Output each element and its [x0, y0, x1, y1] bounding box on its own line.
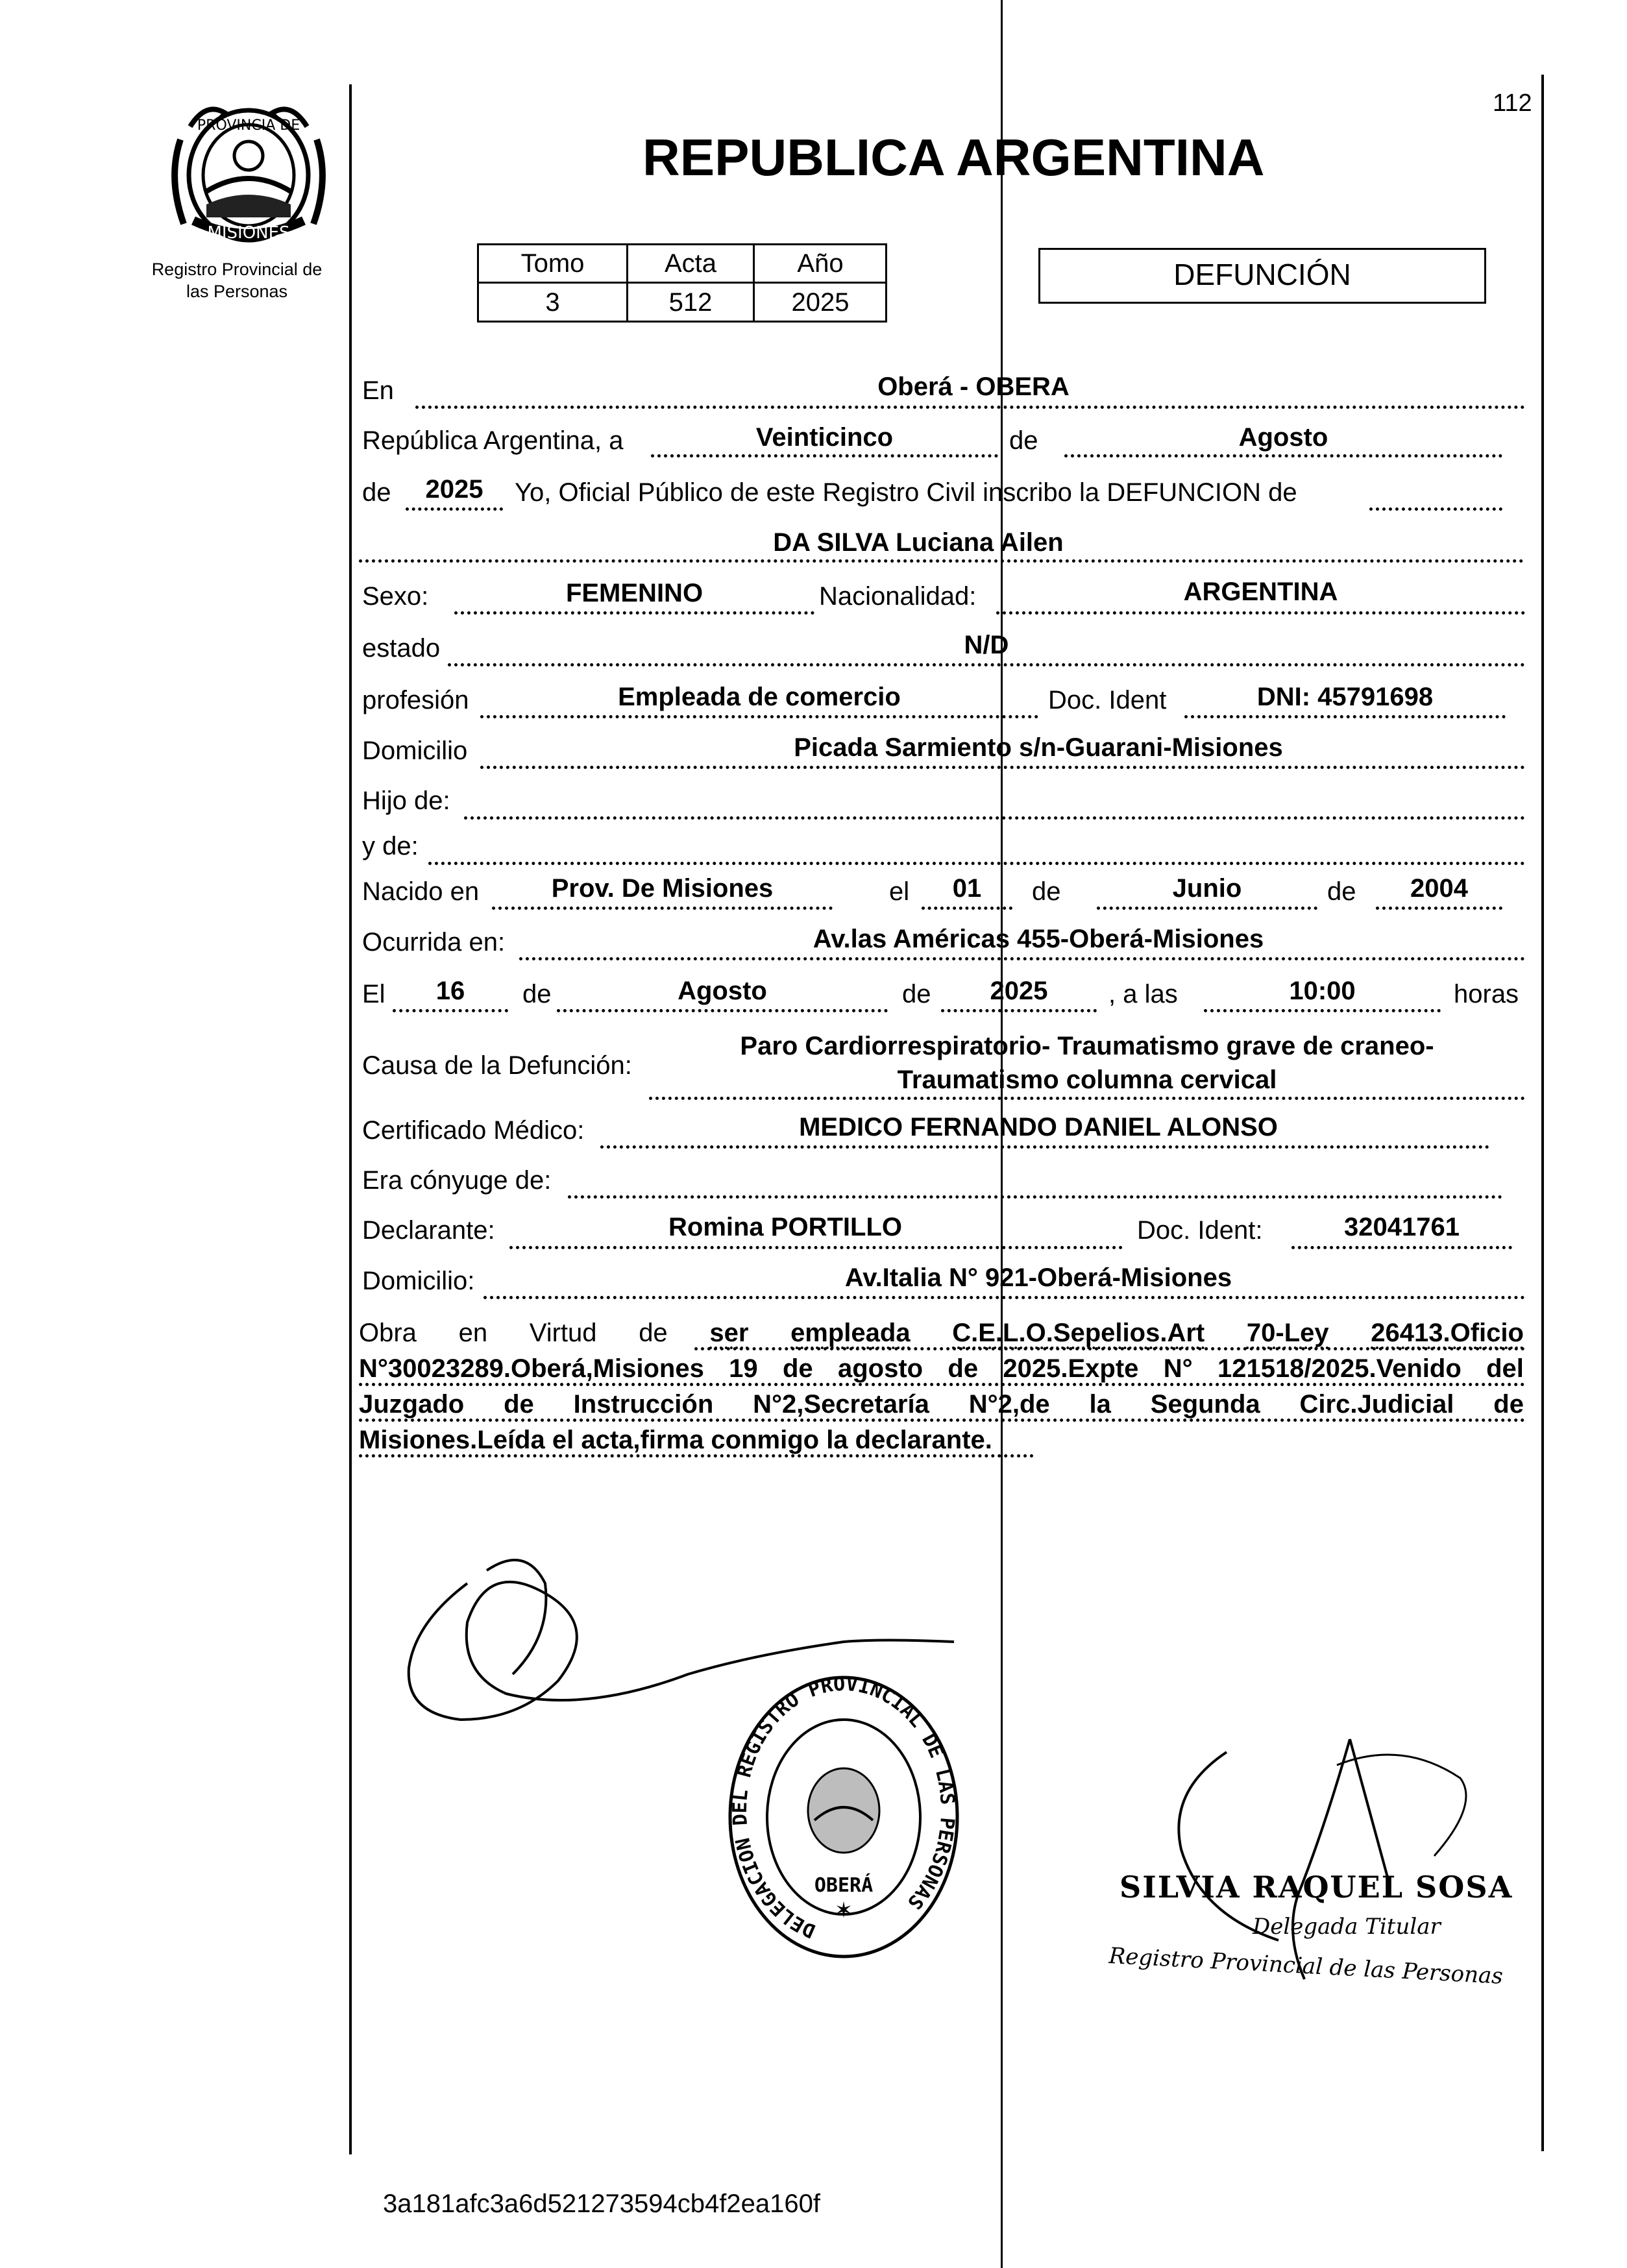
prof-value: Empleada de comercio [618, 683, 901, 711]
estado-value: N/D [964, 631, 1009, 659]
sexo-value: FEMENINO [565, 579, 703, 607]
obra-word: del [1486, 1354, 1524, 1383]
docid-value: DNI: 45791698 [1256, 683, 1434, 711]
horas-label: horas [1454, 980, 1519, 1008]
nac-dia-value: 01 [952, 874, 982, 903]
ocurrida-value: Av.las Américas 455-Oberá-Misiones [813, 925, 1264, 953]
obra-word: Juzgado [359, 1390, 465, 1419]
dom2-value: Av.Italia N° 921-Oberá-Misiones [844, 1263, 1232, 1292]
de-label: de [1009, 426, 1038, 455]
yde-label: y de: [362, 832, 419, 860]
obra-word: Segunda [1150, 1390, 1260, 1419]
obra-word: de [504, 1390, 534, 1419]
el2-label: El [362, 980, 385, 1008]
dom-value: Picada Sarmiento s/n-Guarani-Misiones [794, 733, 1283, 762]
svg-text:✶: ✶ [834, 1897, 853, 1923]
obra-line4: Misiones.Leída el acta,firma conmigo la declarante. [359, 1426, 992, 1454]
prof-label: profesión [362, 686, 469, 714]
def-hora-value: 10:00 [1289, 977, 1356, 1005]
cert-dotline [600, 1145, 1489, 1149]
decl-value: Romina PORTILLO [668, 1213, 902, 1241]
org-name-line2: las Personas [186, 282, 288, 301]
tomo-value: 3 [545, 288, 560, 317]
sexo-dotline [454, 611, 814, 615]
nac-de1-label: de [1032, 877, 1061, 906]
signatory-name: SILVIA RAQUEL SOSA [1119, 1870, 1513, 1905]
signatory-role: Delegada Titular [1253, 1914, 1441, 1940]
record-table-divider-h [477, 282, 887, 284]
en-dotline [415, 406, 1525, 409]
page-title: REPUBLICA ARGENTINA [642, 128, 1265, 186]
obra-word: Circ.Judicial [1299, 1390, 1454, 1419]
def-de1-label: de [522, 980, 552, 1008]
obra-word: en [458, 1319, 488, 1347]
svg-text:MISIONES: MISIONES [207, 223, 290, 243]
footer-hash: 3a181afc3a6d521273594cb4f2ea160f [383, 2189, 820, 2218]
acta-label: Acta [664, 249, 717, 278]
obra-word: empleada [790, 1319, 911, 1347]
obra-word: Instrucción [573, 1390, 714, 1419]
hijo-label: Hijo de: [362, 786, 450, 815]
cert-value: MEDICO FERNANDO DANIEL ALONSO [799, 1113, 1278, 1141]
nacido-label: Nacido en [362, 877, 480, 906]
def-de2-label: de [902, 980, 931, 1008]
prof-dotline [480, 715, 1038, 718]
obra-word: N°2,Secretaría [753, 1390, 929, 1419]
obra-line3 [359, 1386, 1524, 1422]
obra-word: 2025.Expte [1003, 1354, 1139, 1383]
nac-anio-dotline [1376, 907, 1502, 910]
yo-text: Yo, Oficial Público de este Registro Civil inscribo la DEFUNCION de [515, 478, 1297, 507]
def-hora-dotline [1204, 1009, 1441, 1012]
def-anio-value: 2025 [990, 977, 1048, 1005]
sexo-label: Sexo: [362, 582, 429, 611]
dom-dotline [480, 766, 1525, 769]
obra-word: de [782, 1354, 813, 1383]
dom2-dotline [483, 1296, 1525, 1299]
official-stamp [724, 1671, 964, 1963]
svg-text:DELEGACION DEL REGISTRO PROVIN: DELEGACION DEL REGISTRO PROVINCIAL DE LAS PERSONAS [728, 1672, 959, 1942]
province-coat-of-arms [154, 101, 343, 250]
obra-word: N° [1163, 1354, 1193, 1383]
causa-dotline [649, 1097, 1525, 1100]
el-label: el [889, 877, 910, 906]
estado-dotline [448, 663, 1525, 666]
yde-dotline [428, 862, 1525, 865]
anio-value: 2025 [791, 288, 850, 317]
obra-word: Obra [359, 1319, 417, 1347]
nacido-dotline [492, 907, 833, 910]
nacido-value: Prov. De Misiones [551, 874, 774, 903]
obra-word: agosto [837, 1354, 924, 1383]
dia-dotline [651, 454, 998, 457]
nombre-dotline [359, 559, 1524, 563]
nac-mes-value: Junio [1172, 874, 1242, 903]
decl-dotline [509, 1246, 1123, 1249]
dom-label: Domicilio [362, 737, 468, 765]
docid-label: Doc. Ident [1048, 686, 1167, 714]
docid2-dotline [1291, 1246, 1512, 1249]
nac-dia-dotline [922, 907, 1012, 910]
estado-label: estado [362, 634, 441, 663]
obra-word: de [1493, 1390, 1524, 1419]
rep-label: República Argentina, a [362, 426, 624, 455]
def-mes-value: Agosto [678, 977, 767, 1005]
deceased-name: DA SILVA Luciana Ailen [773, 528, 1064, 557]
def-anio-dotline [941, 1009, 1097, 1012]
nac-value: ARGENTINA [1183, 578, 1338, 606]
obra-word: de [948, 1354, 979, 1383]
ocurrida-label: Ocurrida en: [362, 928, 506, 957]
left-margin-rule [349, 84, 352, 2154]
en-label: En [362, 376, 394, 405]
hijo-dotline [464, 816, 1525, 820]
doc-type: DEFUNCIÓN [1173, 258, 1351, 291]
nac-dotline [996, 611, 1525, 615]
signatory-org: Registro Provincial de las Personas [1108, 1942, 1504, 1990]
page-number: 112 [1493, 90, 1532, 117]
obra-word: la [1089, 1390, 1111, 1419]
anio-label: Año [797, 249, 844, 278]
obra-word: ser [709, 1319, 749, 1347]
obra-word: 19 [729, 1354, 758, 1383]
causa-label: Causa de la Defunción: [362, 1051, 632, 1080]
svg-text:PROVINCIA DE: PROVINCIA DE [197, 117, 300, 134]
cert-label: Certificado Médico: [362, 1116, 585, 1145]
docid2-label: Doc. Ident: [1137, 1216, 1263, 1245]
nac-anio-value: 2004 [1410, 874, 1468, 903]
org-name-line1: Registro Provincial de [151, 260, 323, 279]
conyuge-label: Era cónyuge de: [362, 1166, 552, 1195]
svg-text:OBERÁ: OBERÁ [814, 1874, 874, 1897]
causa-line1: Paro Cardiorrespiratorio- Traumatismo grave de craneo- [740, 1032, 1434, 1060]
obra-line4-dots [359, 1454, 1034, 1457]
def-dia-value: 16 [435, 977, 465, 1005]
docid-dotline [1184, 715, 1506, 718]
def-dia-dotline [393, 1009, 508, 1012]
mes-dotline [1064, 454, 1502, 457]
obra-word: 26413.Oficio [1371, 1319, 1524, 1347]
yo-dotline [1369, 507, 1502, 511]
nac-mes-dotline [1097, 907, 1317, 910]
obra-word: N°30023289.Oberá,Misiones [359, 1354, 704, 1383]
nac-label: Nacionalidad: [819, 582, 977, 611]
obra-word: Virtud [529, 1319, 597, 1347]
de2-label: de [362, 478, 391, 507]
en-value: Oberá - OBERA [877, 372, 1070, 401]
dom2-label: Domicilio: [362, 1267, 475, 1295]
def-mes-dotline [557, 1009, 888, 1012]
obra-word: 121518/2025.Venido [1217, 1354, 1462, 1383]
decl-label: Declarante: [362, 1216, 495, 1245]
obra-word: C.E.L.O.Sepelios.Art [952, 1319, 1205, 1347]
mes-value: Agosto [1238, 423, 1328, 452]
obra-line2 [359, 1350, 1524, 1387]
nac-de2-label: de [1327, 877, 1356, 906]
obra-word: 70-Ley [1246, 1319, 1329, 1347]
causa-line2: Traumatismo columna cervical [897, 1066, 1277, 1094]
obra-word: de [639, 1319, 668, 1347]
dia-value: Veinticinco [755, 423, 894, 452]
docid2-value: 32041761 [1344, 1213, 1460, 1241]
conyuge-dotline [568, 1195, 1502, 1199]
anio-dotline [406, 507, 503, 511]
ocurrida-dotline [519, 957, 1525, 960]
acta-value: 512 [668, 288, 713, 317]
obra-line1 [359, 1315, 1524, 1351]
right-margin-rule [1541, 75, 1544, 2151]
obra-word: N°2,de [968, 1390, 1050, 1419]
alas-label: , a las [1108, 980, 1178, 1008]
tomo-label: Tomo [520, 249, 585, 278]
anio-value: 2025 [425, 475, 483, 504]
